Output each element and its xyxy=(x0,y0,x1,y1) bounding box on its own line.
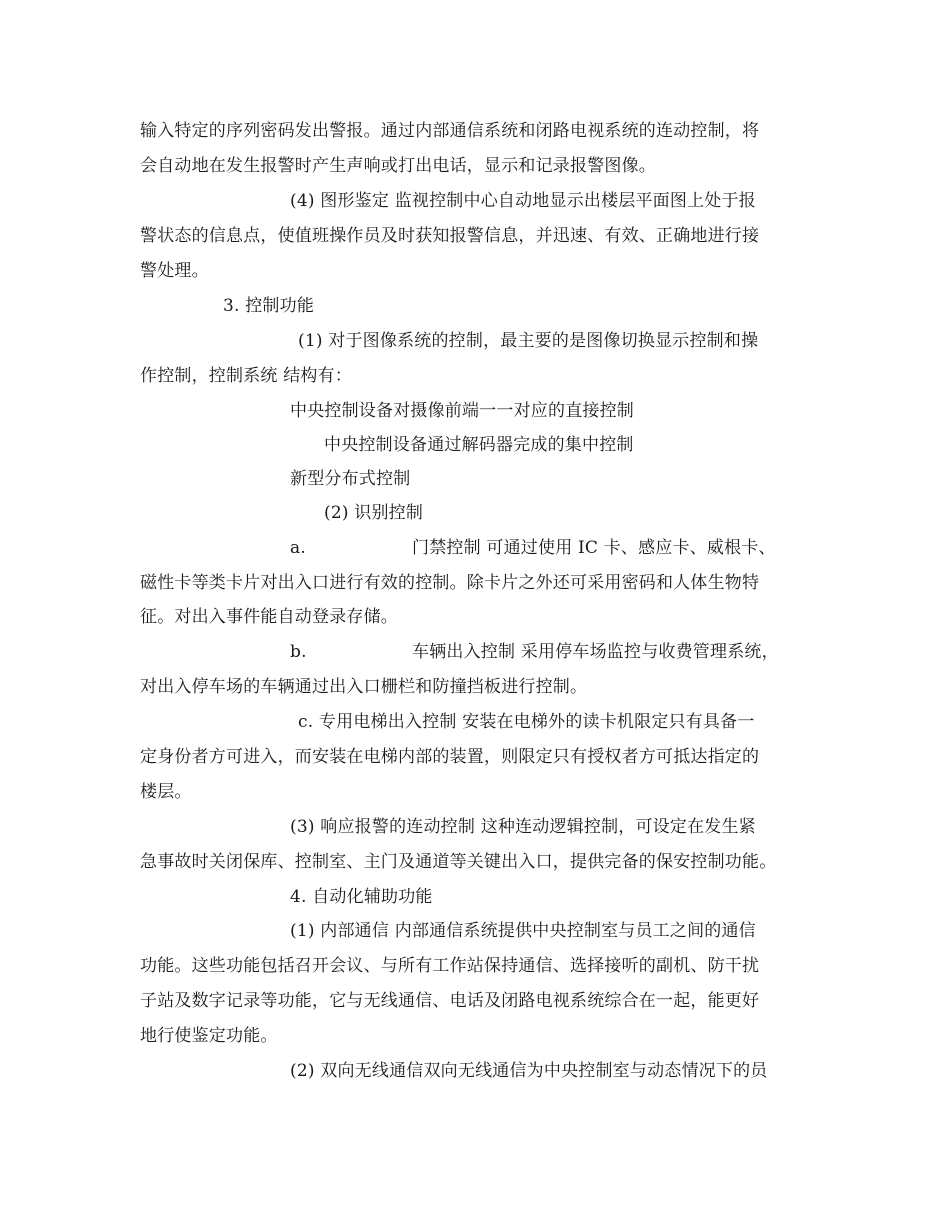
text-line: 作控制，控制系统 结构有： xyxy=(140,366,353,386)
list-item: 中央控制设备对摄像前端一一对应的直接控制 xyxy=(290,401,634,421)
text-line: 输入特定的序列密码发出警报。通过内部通信系统和闭路电视系统的连动控制，将 xyxy=(140,121,760,141)
text-line: 对出入停车场的车辆通过出入口栅栏和防撞挡板进行控制。 xyxy=(140,677,588,697)
text-line: 警处理。 xyxy=(140,261,209,281)
text-line: 急事故时关闭保库、控制室、主门及通道等关键出入口，提供完备的保安控制功能。 xyxy=(140,852,777,872)
text-line: 磁性卡等类卡片对出入口进行有效的控制。除卡片之外还可采用密码和人体生物特 xyxy=(140,573,760,593)
section-heading: 3. 控制功能 xyxy=(223,296,315,316)
text-line: (2) 识别控制 xyxy=(324,503,424,523)
list-item: 中央控制设备通过解码器完成的集中控制 xyxy=(324,435,634,455)
text-line: 子站及数字记录等功能，它与无线通信、电话及闭路电视系统综合在一起，能更好 xyxy=(140,991,760,1011)
text-line: c. 专用电梯出入控制 安装在电梯外的读卡机限定只有具备一 xyxy=(298,712,755,732)
text-line: 功能。这些功能包括召开会议、与所有工作站保持通信、选择接听的副机、防干扰 xyxy=(140,956,760,976)
list-item: 新型分布式控制 xyxy=(290,469,411,489)
text-line: (4) 图形鉴定 监视控制中心自动地显示出楼层平面图上处于报 xyxy=(290,191,756,211)
text-line: 征。对出入事件能自动登录存储。 xyxy=(140,607,398,627)
item-marker: a. xyxy=(290,538,306,558)
text-line: (1) 内部通信 内部通信系统提供中央控制室与员工之间的通信 xyxy=(290,921,756,941)
text-line: 楼层。 xyxy=(140,782,192,802)
text-line: 会自动地在发生报警时产生声响或打出电话，显示和记录报警图像。 xyxy=(140,156,656,176)
text-line: (3) 响应报警的连动控制 这种连动逻辑控制，可设定在发生紧 xyxy=(290,817,756,837)
section-heading: 4. 自动化辅助功能 xyxy=(290,887,433,907)
text-line: 门禁控制 可通过使用 IC 卡、感应卡、威根卡、 xyxy=(412,538,776,558)
text-line: 警状态的信息点，使值班操作员及时获知报警信息，并迅速、有效、正确地进行接 xyxy=(140,226,760,246)
text-line: 定身份者方可进入，而安装在电梯内部的装置，则限定只有授权者方可抵达指定的 xyxy=(140,747,760,767)
text-line: (1) 对于图像系统的控制，最主要的是图像切换显示控制和操 xyxy=(298,331,759,351)
text-line: 车辆出入控制 采用停车场监控与收费管理系统， xyxy=(412,642,779,662)
text-line: 地行使鉴定功能。 xyxy=(140,1026,278,1046)
item-marker: b. xyxy=(290,642,307,662)
text-line: (2) 双向无线通信双向无线通信为中央控制室与动态情况下的员 xyxy=(290,1061,768,1081)
